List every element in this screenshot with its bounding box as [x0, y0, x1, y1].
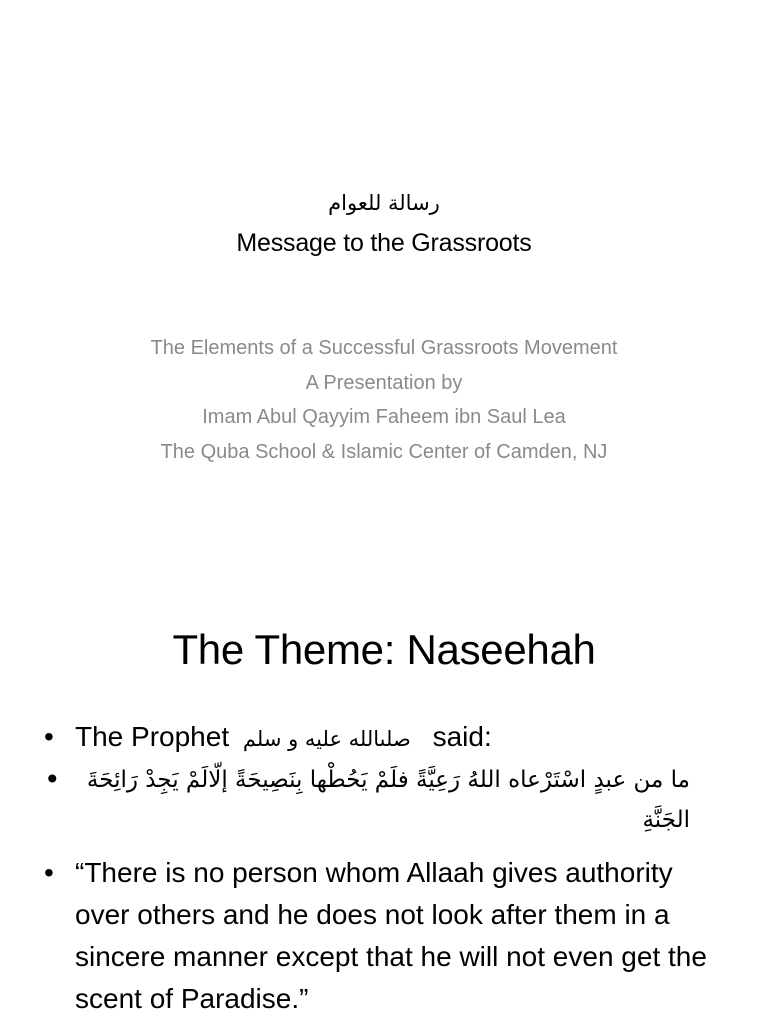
slide-title: The Theme: Naseehah: [172, 626, 596, 673]
bullet-text-suffix: said:: [432, 721, 492, 752]
hadith-translation: “There is no person whom Allaah gives authority over others and he does not look after them in a sincere manner except that he will not even get the scent of Paradise.”: [75, 857, 707, 1014]
bullet-item: [0, 852, 768, 1020]
english-title: Message to the Grassroots: [236, 229, 532, 257]
subtitle-line: The Quba School & Islamic Center of Camden, NJ: [160, 440, 608, 463]
subtitle-line: A Presentation by: [305, 371, 463, 394]
bullet-icon: •: [44, 721, 54, 752]
bullet-item: [0, 760, 768, 852]
bullet-list: [0, 716, 768, 1020]
arabic-title: رسالة للعوام: [328, 191, 440, 215]
bullet-text-prefix: The Prophet: [75, 721, 230, 752]
theme-slide: [0, 576, 768, 1024]
arabic-honorific: صلىالله عليه و سلم: [242, 727, 411, 751]
bullet-icon: •: [44, 857, 54, 888]
arabic-hadith: ما من عبدٍ اسْتَرْعاه اللهُ رَعِيَّةً فلَمْ يَحُطْها بِنَصِيحَةً إلّالَمْ يَجِدْ رَائِحَةَ الجَنَّةِ: [86, 767, 690, 833]
bullet-icon: •: [44, 763, 61, 796]
subtitle-block: [0, 331, 768, 469]
subtitle-line: The Elements of a Successful Grassroots Movement: [150, 337, 618, 359]
subtitle-line: Imam Abul Qayyim Faheem ibn Saul Lea: [202, 406, 566, 428]
bullet-item: [0, 716, 768, 760]
